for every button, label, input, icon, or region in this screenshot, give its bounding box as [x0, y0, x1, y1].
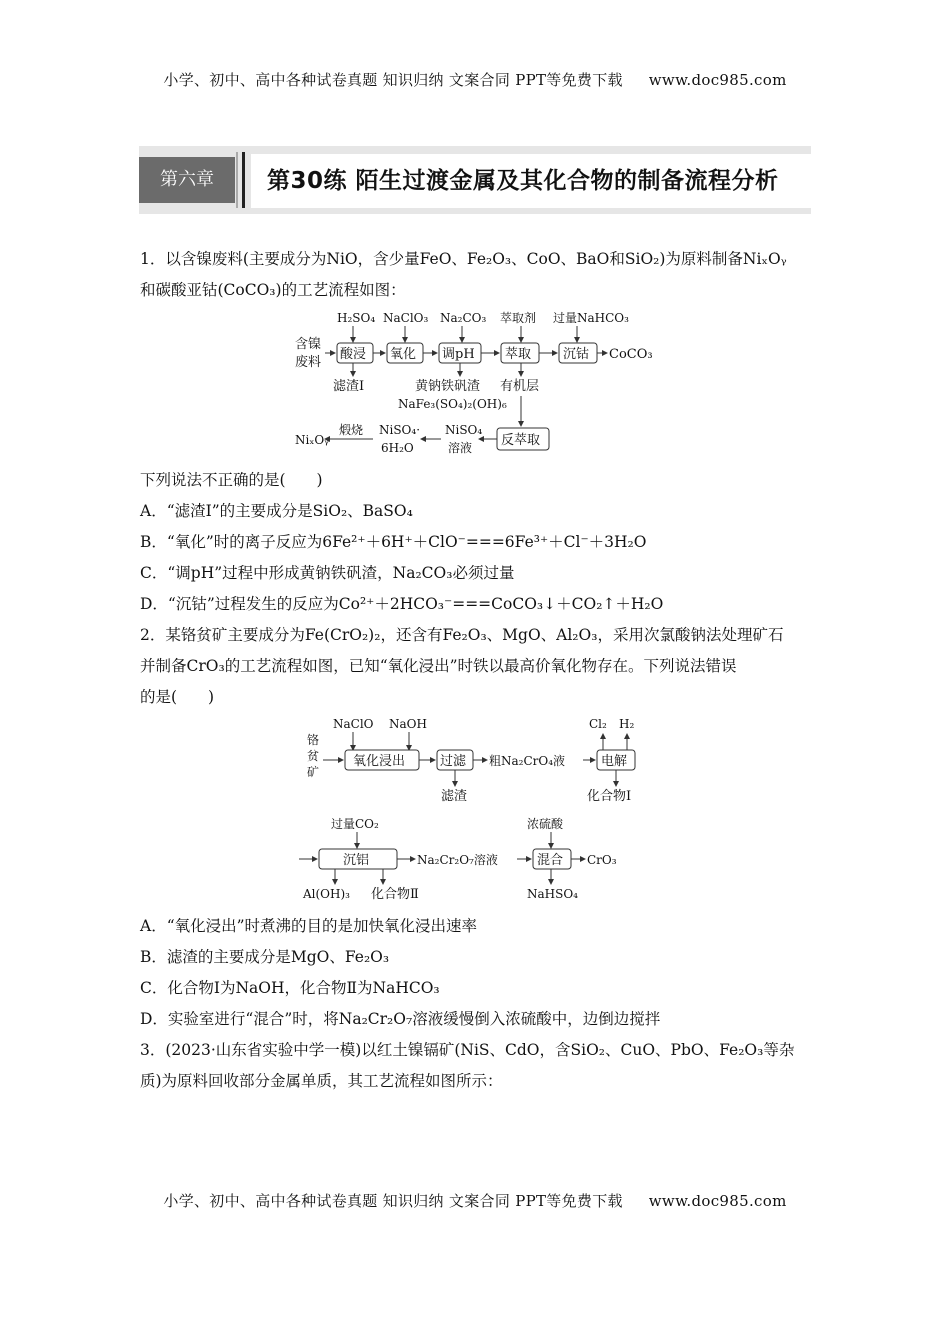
q2-compound-1: 化合物Ⅰ	[587, 789, 632, 804]
q2-feed-2: 贫	[307, 749, 320, 763]
q1-product-coco3: CoCO₃	[609, 347, 653, 362]
q1-step-oxidize: 氧化	[390, 347, 417, 362]
q2-stem-line1: 2．某铬贫矿主要成分为Fe(CrO₂)₂，还含有Fe₂O₃、MgO、Al₂O₃，采用次氯酸钠法处理矿石	[140, 626, 784, 644]
q1-reagent-extractant: 萃取剂	[500, 311, 537, 325]
q1-feed-line2: 废料	[295, 355, 322, 370]
q2-feed-3: 矿	[307, 765, 320, 779]
q1-question: 下列说法不正确的是( )	[140, 471, 323, 489]
q2-step-filter: 过滤	[440, 754, 467, 769]
page-header	[0, 69, 950, 90]
q2-reagent-naoh: NaOH	[389, 717, 427, 731]
q1-final-product: NiₓOᵧ	[295, 433, 329, 447]
q1-step-back-extract: 反萃取	[501, 433, 541, 448]
q1-niso4-crystal-2: 6H₂O	[381, 441, 414, 455]
q1-jarosite-formula: NaFe₃(SO₄)₂(OH)₆	[398, 397, 507, 411]
q1-residue-1: 滤渣Ⅰ	[333, 379, 365, 394]
q2-gas-h2: H₂	[619, 717, 635, 731]
q2-residue: 滤渣	[441, 789, 468, 804]
page-footer	[0, 1190, 950, 1211]
q2-option-b[interactable]: B．滤渣的主要成分是MgO、Fe₂O₃	[140, 948, 390, 966]
q1-step-adjust-ph: 调pH	[442, 347, 475, 362]
q2-option-a[interactable]: A．“氧化浸出”时煮沸的目的是加快氧化浸出速率	[140, 917, 478, 935]
q2-option-d[interactable]: D．实验室进行“混合”时，将Na₂Cr₂O₇溶液缓慢倒入浓硫酸中，边倒边搅拌	[140, 1010, 661, 1028]
q2-step-oxidative-leach: 氧化浸出	[353, 754, 406, 769]
chapter-tab: 第六章	[139, 157, 235, 203]
q2-reagent-naclo: NaClO	[333, 717, 374, 731]
q1-reagent-h2so4: H₂SO₄	[337, 311, 376, 325]
header-site[interactable]: www.doc985.com	[648, 71, 787, 89]
q1-organic-layer: 有机层	[500, 379, 540, 394]
footer-text: 小学、初中、高中各种试卷真题 知识归纳 文案合同 PPT等免费下载	[163, 1192, 623, 1210]
q2-reagent-h2so4: 浓硫酸	[527, 817, 564, 831]
q2-step-precip-al: 沉铝	[343, 853, 370, 868]
q1-reagent-nahco3: 过量NaHCO₃	[553, 311, 629, 325]
q1-reagent-naclo3: NaClO₃	[383, 311, 429, 325]
q2-stem-line3: 的是( )	[140, 688, 215, 706]
q1-option-b[interactable]: B．“氧化”时的离子反应为6Fe²⁺＋6H⁺＋ClO⁻===6Fe³⁺＋Cl⁻＋3H₂O	[140, 533, 647, 551]
banner-divider-light	[236, 152, 238, 208]
q2-feed-1: 铬	[307, 733, 320, 747]
q2-product-cro3: CrO₃	[587, 853, 617, 867]
q2-option-c[interactable]: C．化合物Ⅰ为NaOH，化合物Ⅱ为NaHCO₃	[140, 979, 440, 997]
q2-crude-na2cro4: 粗Na₂CrO₄液	[489, 754, 566, 768]
q1-niso4-solution-1: NiSO₄	[445, 423, 483, 437]
q2-gas-cl2: Cl₂	[589, 717, 607, 731]
q1-step-acid-leach: 酸浸	[340, 347, 367, 362]
chapter-banner	[139, 146, 811, 214]
q1-stem-line1: 1．以含镍废料(主要成分为NiO，含少量FeO、Fe₂O₃、CoO、BaO和SiO₂)为原料制备NiₓOᵧ	[140, 250, 787, 268]
q2-dichromate-solution: Na₂Cr₂O₇溶液	[417, 853, 498, 867]
q1-step-extract: 萃取	[505, 347, 532, 362]
q3-stem-line1: 3．(2023·山东省实验中学一模)以红土镍镉矿(NiS、CdO，含SiO₂、CuO、PbO、Fe₂O₃等杂	[140, 1041, 795, 1059]
banner-divider	[242, 152, 245, 208]
q1-option-a[interactable]: A．“滤渣Ⅰ”的主要成分是SiO₂、BaSO₄	[140, 502, 413, 520]
q1-option-d[interactable]: D．“沉钴”过程发生的反应为Co²⁺＋2HCO₃⁻===CoCO₃↓＋CO₂↑＋H₂O	[140, 595, 664, 613]
q1-residue-jarosite: 黄钠铁矾渣	[415, 379, 481, 394]
q3-stem-line2: 质)为原料回收部分金属单质，其工艺流程如图所示：	[140, 1072, 503, 1090]
q1-stem-line2: 和碳酸亚钴(CoCO₃)的工艺流程如图：	[140, 281, 406, 299]
header-text: 小学、初中、高中各种试卷真题 知识归纳 文案合同 PPT等免费下载	[163, 71, 623, 89]
q1-reagent-na2co3: Na₂CO₃	[440, 311, 487, 325]
q2-compound-2: 化合物Ⅱ	[371, 887, 419, 902]
q2-step-mix: 混合	[537, 853, 564, 868]
q2-product-aloh3: Al(OH)₃	[303, 887, 350, 901]
lesson-title: 第30练 陌生过渡金属及其化合物的制备流程分析	[251, 154, 811, 208]
q1-calcine-label: 煅烧	[339, 423, 364, 437]
footer-site[interactable]: www.doc985.com	[648, 1192, 787, 1210]
q2-stem-line2: 并制备CrO₃的工艺流程如图，已知“氧化浸出”时铁以最高价氧化物存在。下列说法错误	[140, 657, 737, 675]
q1-flow-diagram	[285, 304, 685, 464]
q1-niso4-solution-2: 溶液	[448, 441, 473, 455]
q2-product-nahso4: NaHSO₄	[527, 887, 578, 901]
q2-reagent-co2: 过量CO₂	[331, 817, 379, 831]
q1-option-c[interactable]: C．“调pH”过程中形成黄钠铁矾渣，Na₂CO₃必须过量	[140, 564, 515, 582]
q1-step-precip-co: 沉钴	[563, 347, 590, 362]
q2-flow-diagram	[295, 712, 655, 908]
q1-feed-line1: 含镍	[295, 337, 322, 352]
q2-step-electrolysis: 电解	[601, 754, 628, 769]
q1-niso4-crystal-1: NiSO₄·	[379, 423, 421, 437]
